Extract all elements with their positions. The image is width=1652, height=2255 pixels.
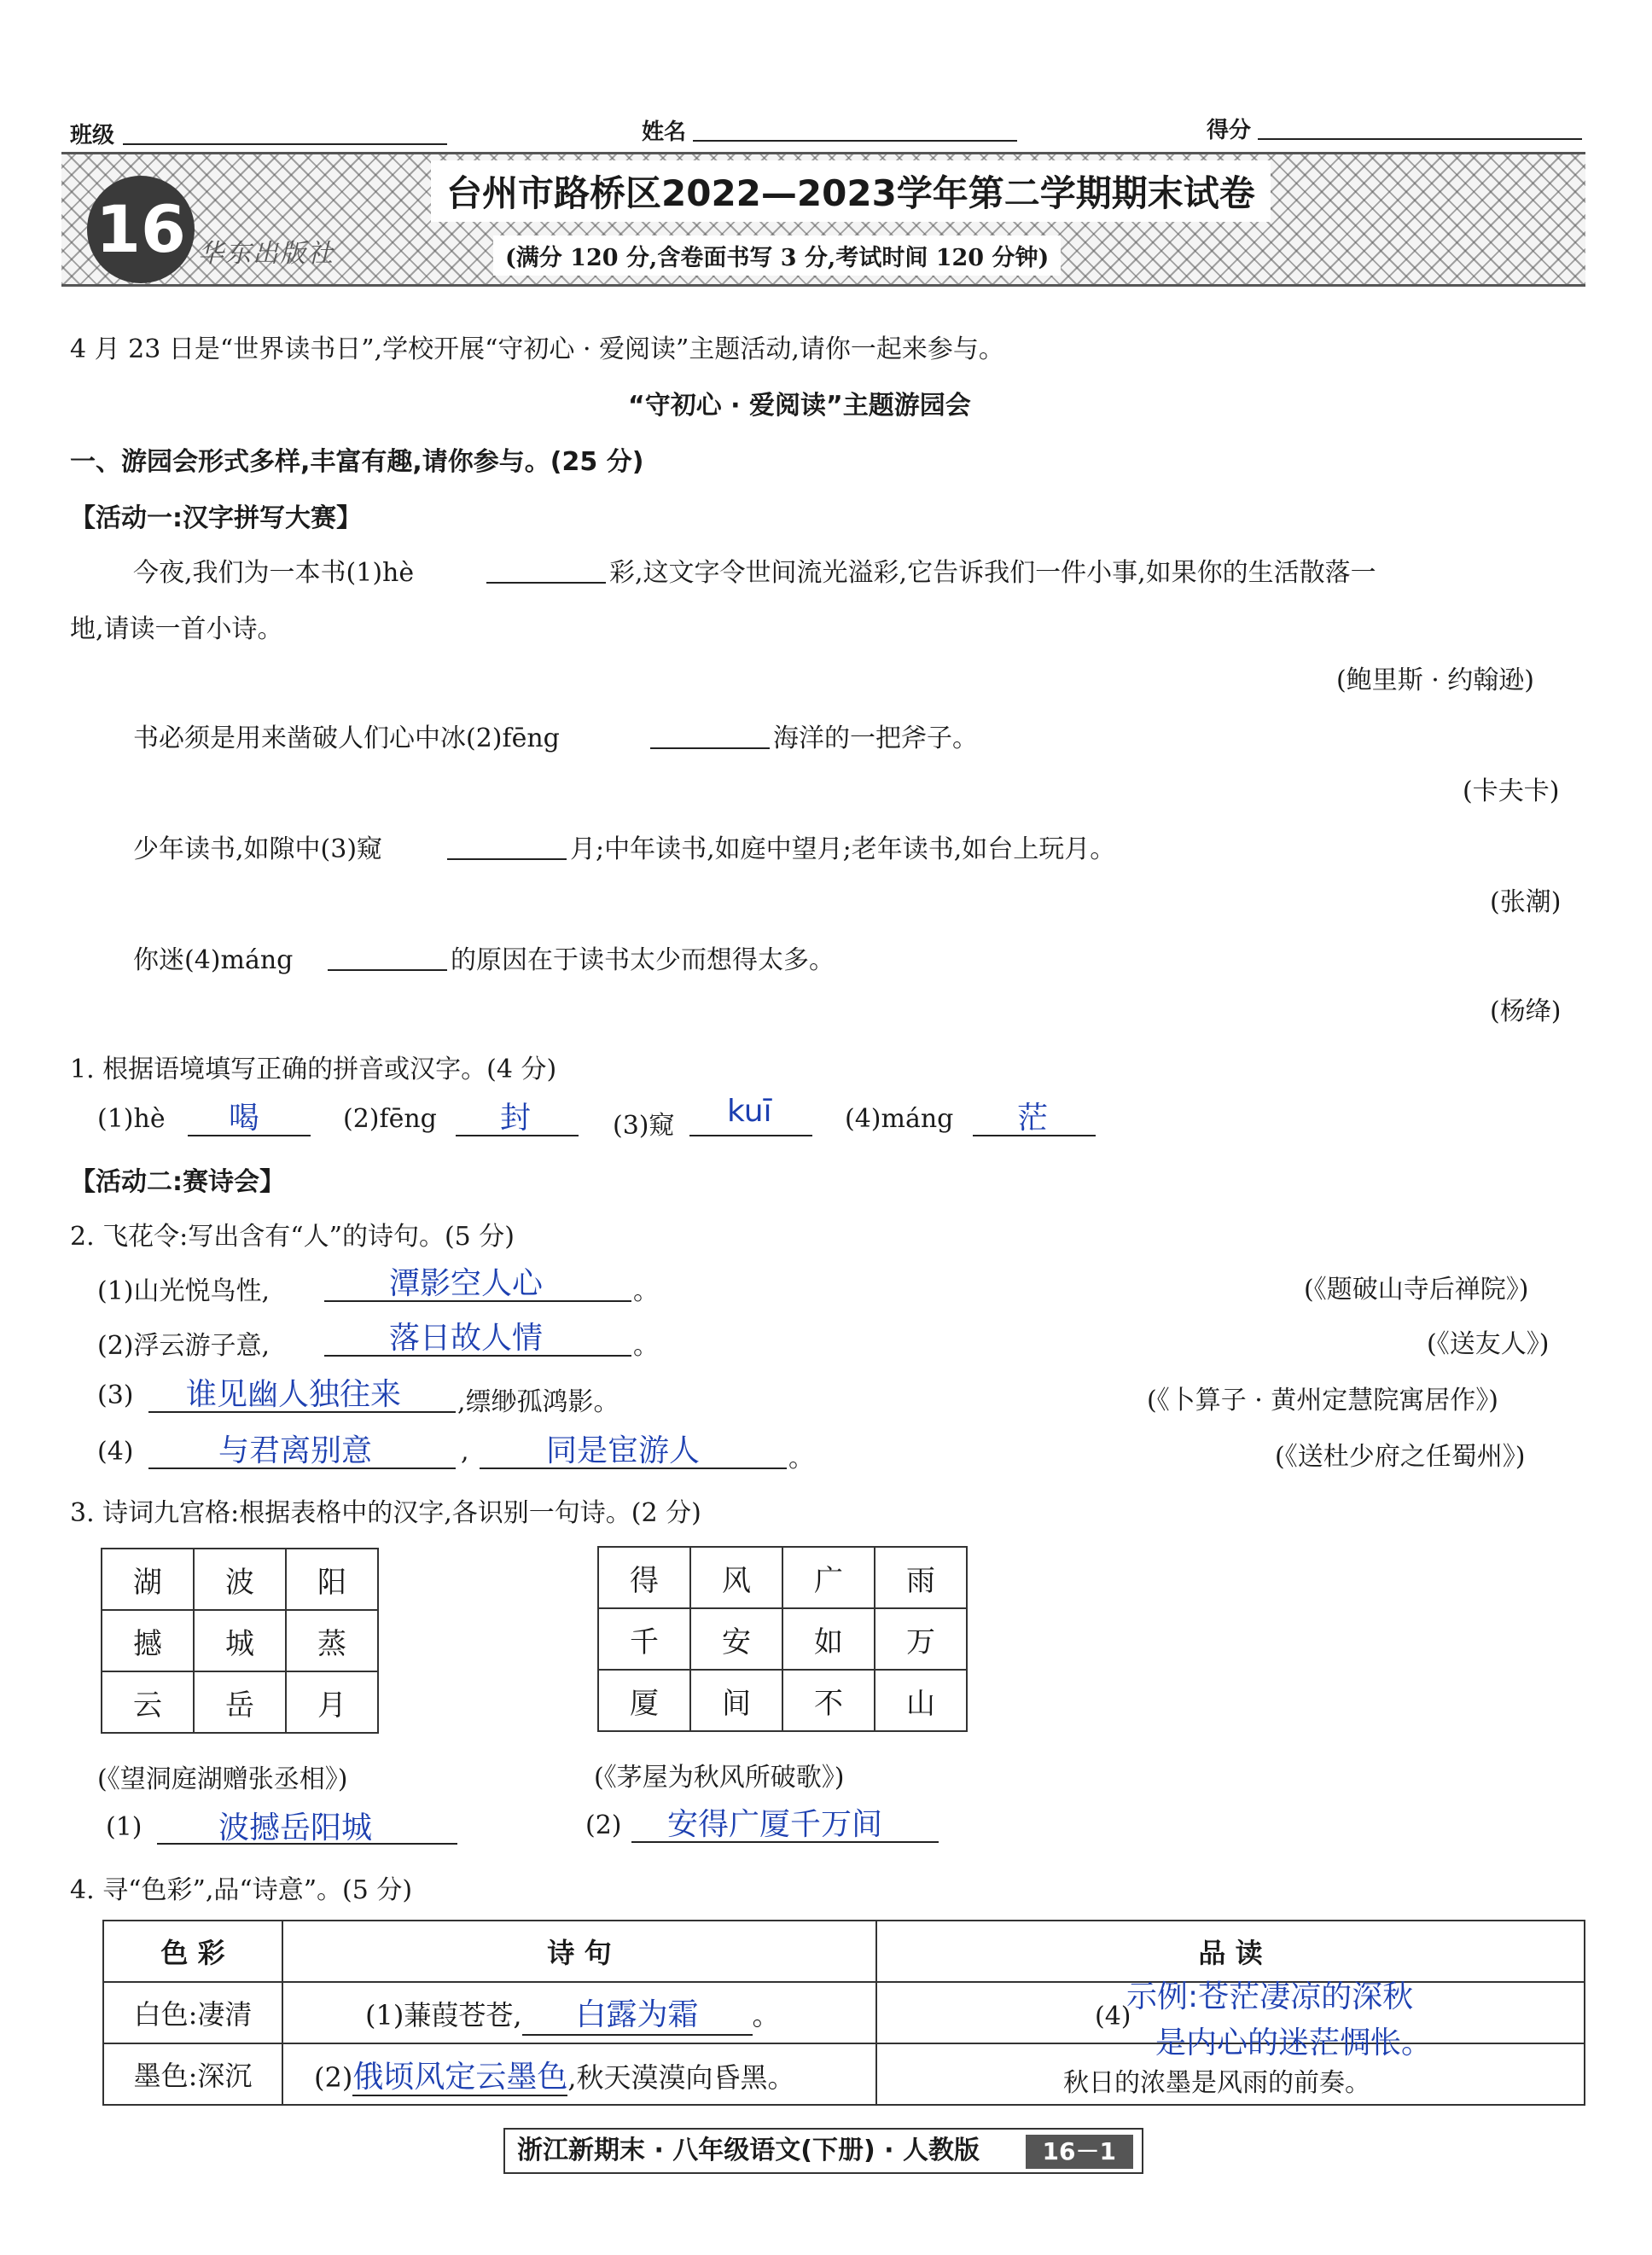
passage1-line1-b: 彩,这文字令世间流光溢彩,它告诉我们一件小事,如果你的生活散落一 xyxy=(609,558,1376,588)
q2-line4-prefix: (4) xyxy=(97,1437,134,1467)
grid2-cell: 千 xyxy=(598,1608,690,1670)
passage2-b: 海洋的一把斧子。 xyxy=(773,724,978,753)
blank-3[interactable] xyxy=(447,858,567,860)
q1-item1-label: (1)hè xyxy=(97,1104,166,1134)
row1-color: 白色:凄清 xyxy=(103,1982,282,2043)
intro-text: 4 月 23 日是“世界读书日”,学校开展“守初心 · 爱阅读”主题活动,请你一起来参与。 xyxy=(70,334,1004,364)
header-poem: 诗 句 xyxy=(282,1921,876,1982)
grid1-cell: 阳 xyxy=(286,1549,378,1610)
q2-stem: 2. 飞花令:写出含有“人”的诗句。(5 分) xyxy=(70,1222,515,1252)
grid1-cell: 城 xyxy=(194,1610,286,1671)
name-field[interactable] xyxy=(693,140,1017,142)
header-color: 色 彩 xyxy=(103,1921,282,1982)
row1-read-answer-line2: 是内心的迷茫惆怅。 xyxy=(1155,2025,1433,2060)
q2-answer3: 谁见幽人独往来 xyxy=(186,1377,402,1412)
grid2-cell: 山 xyxy=(875,1670,967,1731)
paper-number-badge: 16 xyxy=(87,176,195,283)
q2-line3-source: (《卜算子 · 黄州定慧院寓居作》) xyxy=(1147,1386,1499,1415)
score-label: 得分 xyxy=(1207,118,1252,143)
q2-line1-end: 。 xyxy=(633,1276,659,1306)
passage4-a: 你迷(4)máng xyxy=(133,945,294,975)
q1-answer2: 封 xyxy=(500,1101,532,1136)
q3-answer2-label: (2) xyxy=(585,1810,622,1840)
nine-grid-1 xyxy=(101,1548,379,1734)
class-field[interactable] xyxy=(123,143,447,145)
q2-line2-prefix: (2)浮云游子意, xyxy=(97,1331,270,1361)
q2-line4-source: (《送杜少府之任蜀州》) xyxy=(1275,1442,1526,1472)
publisher-logo-text: 华东出版社 xyxy=(198,239,334,269)
passage3-a: 少年读书,如隙中(3)窥 xyxy=(133,834,383,864)
grid1-cell: 撼 xyxy=(102,1610,194,1671)
row1-read-answer-line1: 示例:苍茫凄凉的深秋 xyxy=(1126,1979,1414,2014)
q1-item2-label: (2)fēng xyxy=(343,1104,437,1134)
row2-poem-label: (2) xyxy=(314,2060,353,2094)
passage2-author: (卡夫卡) xyxy=(1463,776,1560,806)
nine-grid-2 xyxy=(597,1546,968,1732)
row2-poem xyxy=(282,2043,876,2105)
q2-line3-end: ,缥缈孤鸿影。 xyxy=(457,1387,620,1417)
footer-book: 浙江新期末 · 八年级语文(下册) · 人教版 xyxy=(517,2136,980,2165)
row2-poem-answer[interactable]: 俄顷风定云墨色 xyxy=(352,2059,568,2095)
class-label: 班级 xyxy=(70,123,115,148)
passage1-line1-a: 今夜,我们为一本书(1)hè xyxy=(133,558,415,588)
passage3-author: (张潮) xyxy=(1490,887,1562,917)
grid2-cell: 如 xyxy=(782,1608,875,1670)
color-poem-table xyxy=(102,1920,1585,2106)
q2-answer4b: 同是宦游人 xyxy=(546,1433,701,1468)
grid2-cell: 风 xyxy=(690,1547,782,1608)
grid1-cell: 蒸 xyxy=(286,1610,378,1671)
q3-answer2: 安得广厦千万间 xyxy=(667,1807,883,1842)
passage4-author: (杨绛) xyxy=(1490,997,1562,1026)
section1-heading: 一、游园会形式多样,丰富有趣,请你参与。(25 分) xyxy=(70,447,644,477)
q2-line2-source: (《送友人》) xyxy=(1427,1329,1550,1359)
q1-answer4: 茫 xyxy=(1017,1101,1049,1136)
grid2-cell: 得 xyxy=(598,1547,690,1608)
q1-item4-label: (4)máng xyxy=(845,1104,954,1134)
grid2-cell: 厦 xyxy=(598,1670,690,1731)
row2-read xyxy=(876,2025,1585,2105)
footer-page-number: 16－1 xyxy=(1026,2135,1133,2169)
header-read: 品 读 xyxy=(876,1921,1585,1982)
grid1-cell: 湖 xyxy=(102,1549,194,1610)
row1-poem-answer: 白露为霜 xyxy=(575,1996,699,2032)
passage3-b: 月;中年读书,如庭中望月;老年读书,如台上玩月。 xyxy=(570,834,1116,864)
blank-4[interactable] xyxy=(328,969,447,971)
grid1-cell: 月 xyxy=(286,1671,378,1733)
q1-item3-label: (3)窥 xyxy=(613,1111,675,1141)
row1-poem-prefix: (1)蒹葭苍苍, xyxy=(365,1998,522,2031)
row1-read-label: (4) xyxy=(1095,2002,1131,2031)
q1-answer3: kuī xyxy=(727,1094,772,1129)
exam-title: 台州市路桥区2022—2023学年第二学期期末试卷 xyxy=(431,160,1271,222)
blank-2[interactable] xyxy=(650,747,770,749)
grid1-cell: 云 xyxy=(102,1671,194,1733)
q2-line3-prefix: (3) xyxy=(97,1380,134,1410)
q2-line1-prefix: (1)山光悦鸟性, xyxy=(97,1276,270,1306)
exam-subtitle: (满分 120 分,含卷面书写 3 分,考试时间 120 分钟) xyxy=(493,235,1061,276)
row1-poem-answer-field[interactable] xyxy=(522,1991,753,2036)
event-title: “守初心 · 爱阅读”主题游园会 xyxy=(628,391,971,421)
grid2-cell: 不 xyxy=(782,1670,875,1731)
q2-line4-mid: , xyxy=(461,1437,469,1467)
row2-read-text: 秋日的浓墨是风雨的前奏。 xyxy=(1063,2068,1370,2098)
activity2-heading: 【活动二:赛诗会】 xyxy=(70,1167,285,1197)
activity1-heading: 【活动一:汉字拼写大赛】 xyxy=(70,503,362,533)
q4-stem: 4. 寻“色彩”,品“诗意”。(5 分) xyxy=(70,1875,413,1905)
passage4-b: 的原因在于读书太少而想得太多。 xyxy=(451,945,835,975)
grid2-cell: 万 xyxy=(875,1608,967,1670)
q3-source2: (《茅屋为秋风所破歌》) xyxy=(594,1763,845,1793)
q1-answer1: 喝 xyxy=(229,1101,260,1136)
row1-poem xyxy=(282,1982,876,2043)
grid1-cell: 波 xyxy=(194,1549,286,1610)
q2-line4-end: 。 xyxy=(788,1444,814,1473)
grid2-cell: 安 xyxy=(690,1608,782,1670)
q1-answer3-field[interactable] xyxy=(689,1135,812,1136)
name-label: 姓名 xyxy=(642,119,687,145)
passage1-line2: 地,请读一首小诗。 xyxy=(70,614,283,644)
passage1-author: (鲍里斯 · 约翰逊) xyxy=(1336,665,1535,695)
row2-poem-end: ,秋天漠漠向昏黑。 xyxy=(567,2060,795,2094)
passage2-a: 书必须是用来凿破人们心中冰(2)fēng xyxy=(133,724,560,753)
blank-1[interactable] xyxy=(486,582,606,584)
q2-line2-end: 。 xyxy=(633,1331,659,1361)
grid1-cell: 岳 xyxy=(194,1671,286,1733)
q3-stem: 3. 诗词九宫格:根据表格中的汉字,各识别一句诗。(2 分) xyxy=(70,1498,701,1528)
q1-stem: 1. 根据语境填写正确的拼音或汉字。(4 分) xyxy=(70,1055,557,1084)
q3-source1: (《望洞庭湖赠张丞相》) xyxy=(97,1764,348,1794)
grid2-cell: 雨 xyxy=(875,1547,967,1608)
q2-answer1: 潭影空人心 xyxy=(389,1266,544,1301)
score-field[interactable] xyxy=(1258,138,1582,140)
grid2-cell: 广 xyxy=(782,1547,875,1608)
row2-color: 墨色:深沉 xyxy=(103,2043,282,2105)
q3-answer1: 波撼岳阳城 xyxy=(218,1810,373,1845)
row1-poem-end: 。 xyxy=(752,1998,780,2031)
grid2-cell: 间 xyxy=(690,1670,782,1731)
q3-answer1-label: (1) xyxy=(106,1812,143,1842)
q2-answer2: 落日故人情 xyxy=(389,1321,544,1356)
footer-book-label xyxy=(503,2128,1143,2174)
q2-line1-source: (《题破山寺后禅院》) xyxy=(1304,1275,1529,1305)
q2-answer4a: 与君离别意 xyxy=(218,1433,373,1468)
